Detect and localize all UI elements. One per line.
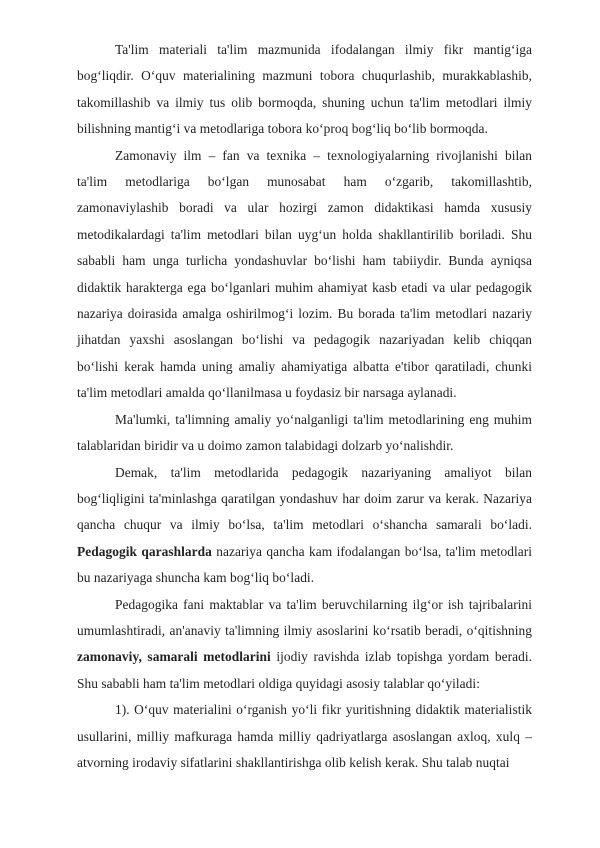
paragraph-text: nazariya qancha kam ifodalangan bo‘lsa, ta'lim metodlari bu nazariyaga shuncha kam bog‘liq bo‘ladi. bbox=[77, 543, 533, 586]
paragraph bbox=[77, 460, 532, 592]
paragraph bbox=[77, 407, 532, 460]
bold-term: Pedagogik qarashlarda bbox=[77, 543, 212, 559]
paragraph bbox=[77, 592, 532, 698]
paragraph-text: Ta'lim materiali ta'lim mazmunida ifodalangan ilmiy fikr mantig‘iga bog‘liqdir. O‘quv materialining mazmuni tobora chuqurlashib, murakkablashib, takomillashib va ilmiy tus olib bormoqda, shuning uchun ta'lim metodlari ilmiy bilishning mantig‘i va metodlariga tobora ko‘proq bog‘liq bo‘lib bormoqda. bbox=[77, 42, 532, 137]
paragraph bbox=[77, 143, 532, 407]
paragraph-text: ijodiy ravishda izlab topishga yordam beradi. Shu sababli ham ta'lim metodlari oldiga quyidagi asosiy talablar qo‘yiladi: bbox=[77, 649, 532, 691]
paragraph-text: Pedagogika fani maktablar va ta'lim beruvchilarning ilg‘or ish tajribalarini umumlashtiradi, an'anaviy ta'limning ilmiy asoslarini ko‘rsatib beradi, o‘qitishning bbox=[77, 596, 532, 638]
bold-term: zamonaviy, samarali metodlarini bbox=[77, 649, 271, 665]
paragraph bbox=[77, 697, 532, 776]
paragraph-text: Ma'lumki, ta'limning amaliy yo‘nalganligi ta'lim metodlarining eng muhim talablaridan biridir va u doimo zamon talabidagi dolzarb yo‘nalishdir. bbox=[77, 411, 532, 454]
paragraph-text: Zamonaviy ilm – fan va texnika – texnologiyalarning rivojlanishi bilan ta'lim metodlariga bo‘lgan munosabat ham o‘zgarib, takomillashtib, zamonaviylashib boradi va ular hozirgi zamon didaktikasi hamda xususiy metodikalardagi ta'lim metodlari bilan uyg‘un holda shakllantirilib boriladi. Shu sababli ham unga turlicha yondashuvlar bo‘lishi ham tabiiydir. Bunda ayniqsa didaktik harakterga ega bo‘lganlari muhim ahamiyat kasb etadi va ular pedagogik nazariya doirasida amalga oshirilmog‘i lozim. Bu borada ta'lim metodlari nazariy jihatdan yaxshi asoslangan bo‘lishi va pedagogik nazariyadan kelib chiqqan bo‘lishi kerak hamda uning amaliy ahamiyatiga albatta e'tibor qaratiladi, chunki ta'lim metodlari amalda qo‘llanilmasa u foydasiz bir narsaga aylanadi. bbox=[77, 147, 532, 401]
paragraph-text: Demak, ta'lim metodlarida pedagogik nazariyaning amaliyot bilan bog‘liqligini ta'minlashga qaratilgan yondashuv har doim zarur va kerak. Nazariya qancha chuqur va ilmiy bo‘lsa, ta'lim metodlari o‘shancha samarali bo‘ladi. bbox=[77, 464, 532, 533]
paragraph bbox=[77, 37, 532, 143]
paragraph-text: 1). O‘quv materialini o‘rganish yo‘li fikr yuritishning didaktik materialistik usullarini, milliy mafkuraga hamda milliy qadriyatlarga asoslangan axloq, xulq – atvorning irodaviy sifatlarini shakllantirishga olib kelish kerak. Shu talab nuqtai bbox=[77, 702, 532, 770]
